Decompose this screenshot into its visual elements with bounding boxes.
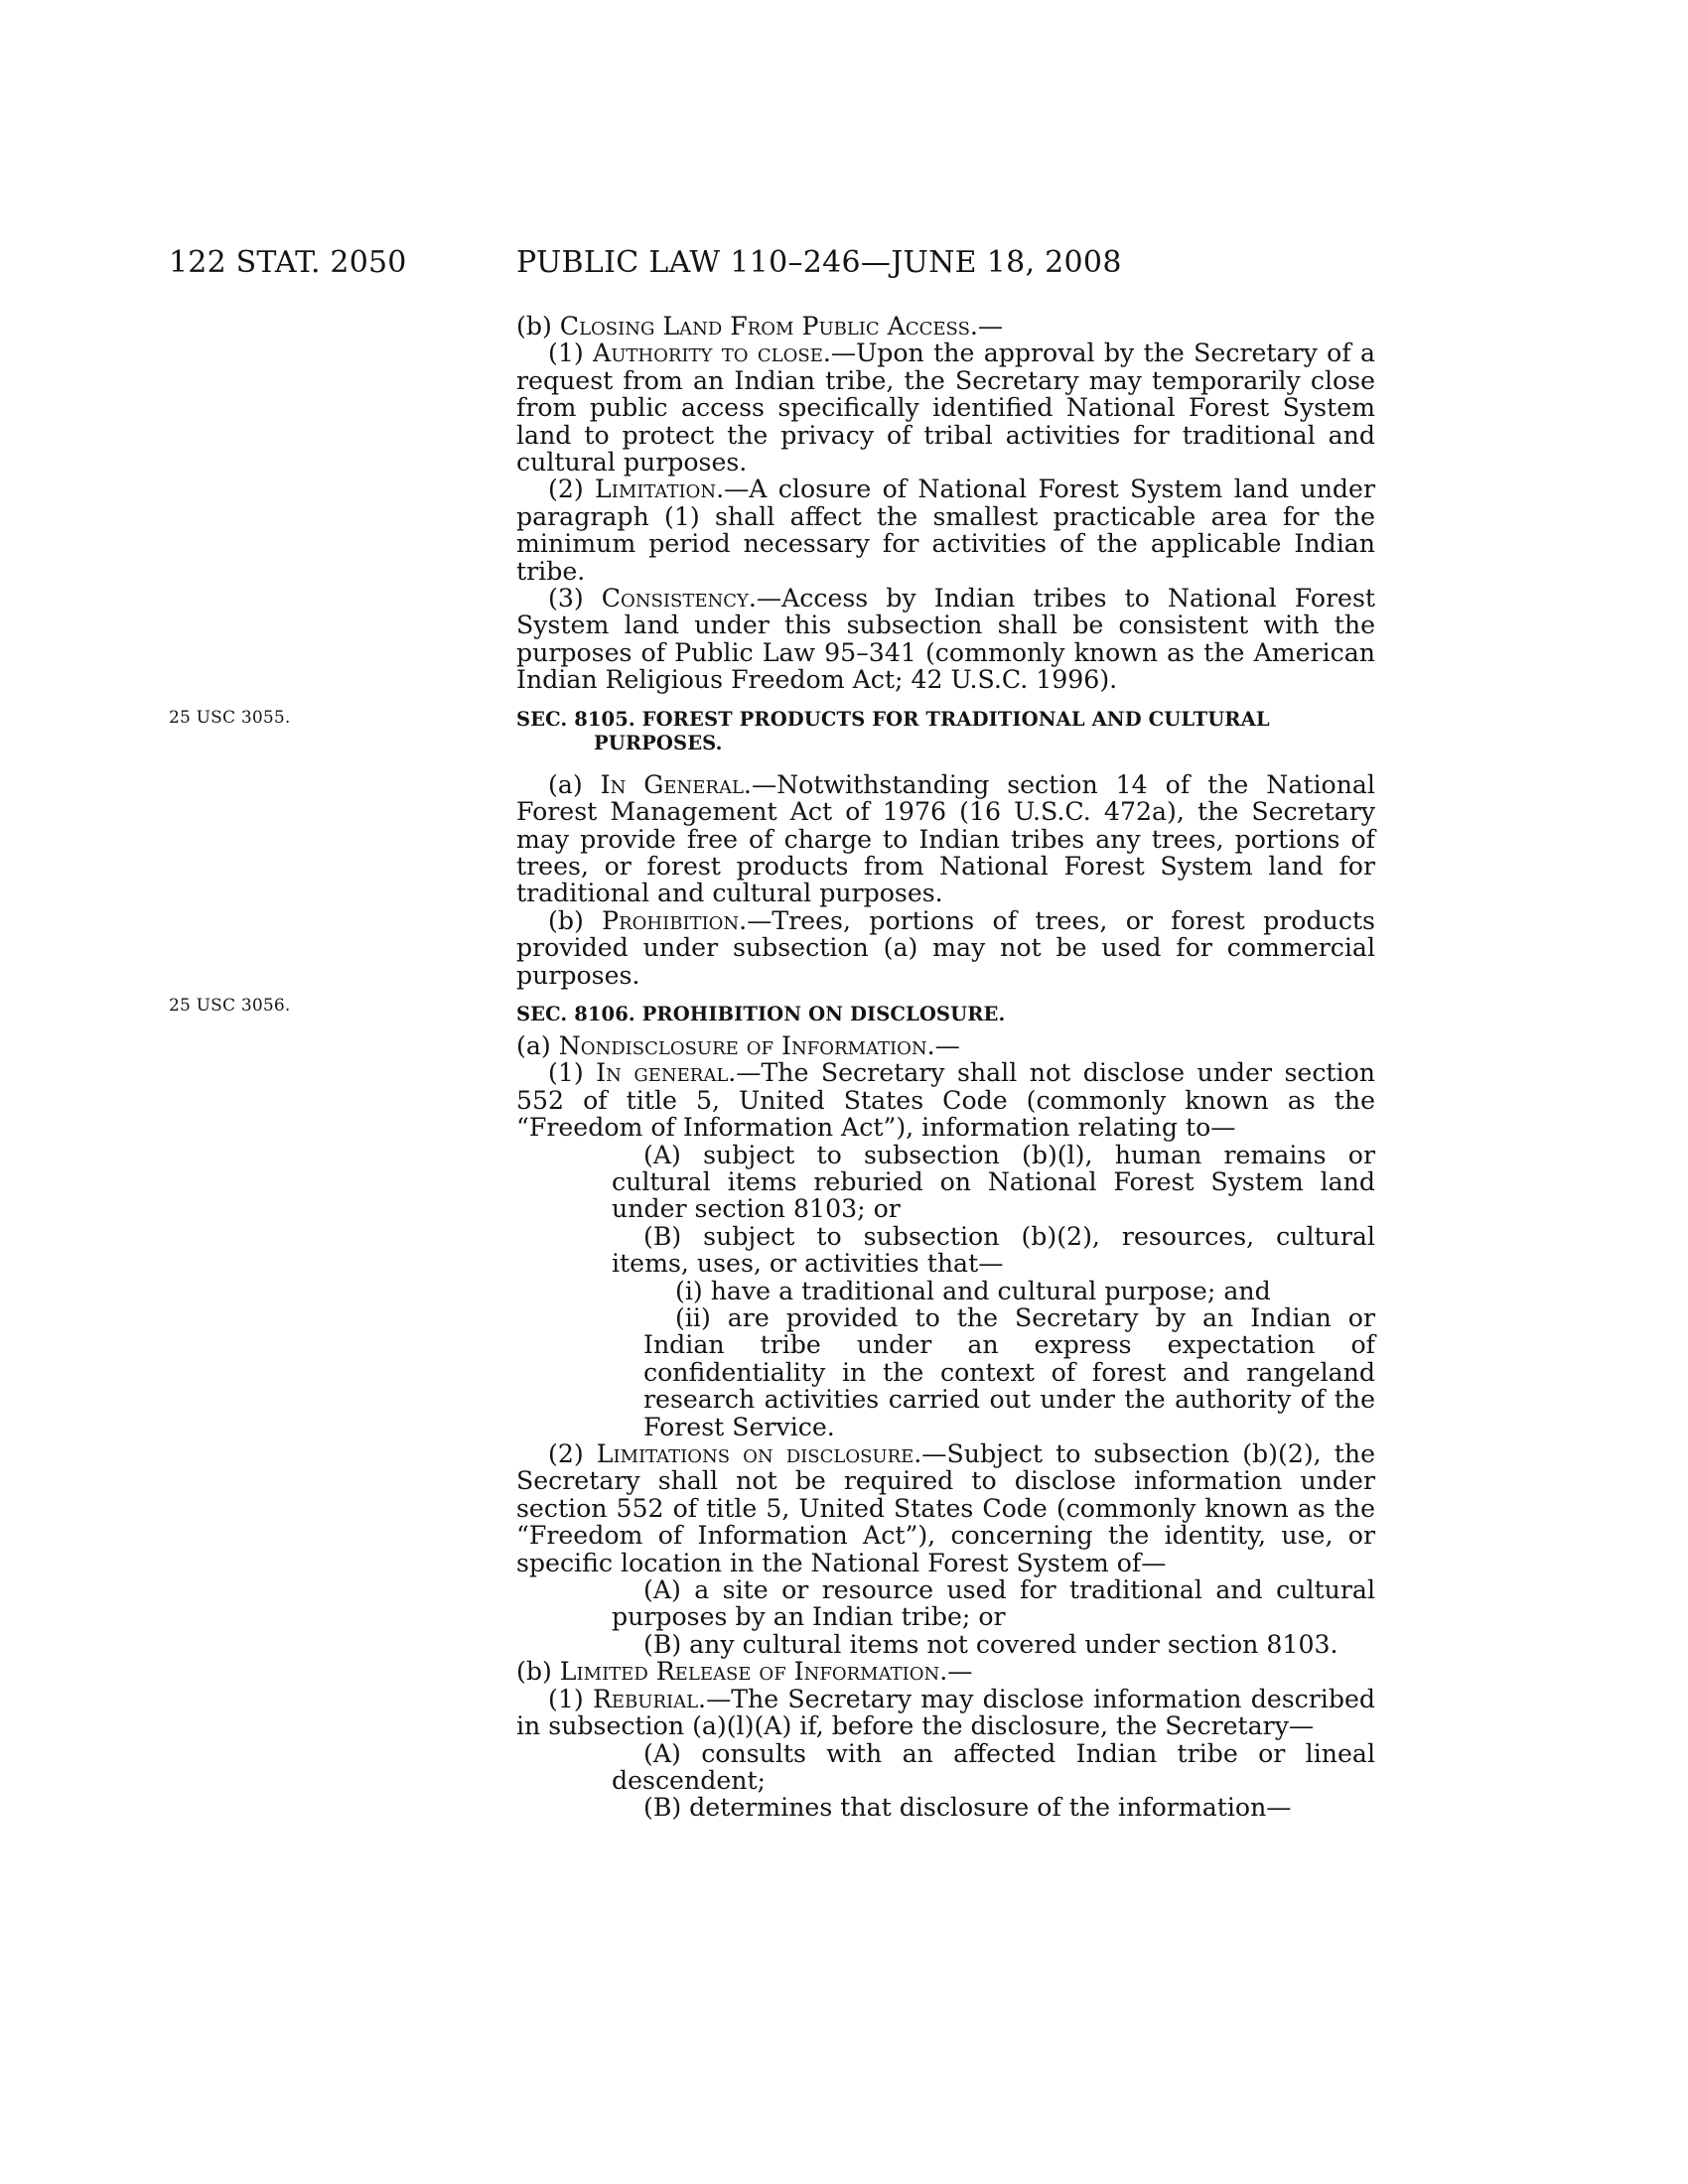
paragraph: (a) In General.—Notwithstanding section 14 of the National Forest Management Act of 1976 (16 U.S.C. 472a), the Secretary may provide free of charge to Indian tribes any trees, portions of trees, or forest products from National Forest System land for traditional and cultural purposes.: [516, 769, 1375, 908]
subsection-heading: (b) Limited Release of Information.—: [516, 1657, 973, 1687]
subparagraph: (B) determines that disclosure of the information—: [643, 1793, 1292, 1823]
paragraph: (b) Prohibition.—Trees, portions of trees, or forest products provided under subsection (a) may not be used for commercial purposes.: [516, 905, 1375, 990]
subparagraph: (B) any cultural items not covered under section 8103.: [643, 1629, 1338, 1659]
margin-note-usc-3055: 25 USC 3055.: [169, 708, 291, 728]
section-heading-8106: SEC. 8106. PROHIBITION ON DISCLOSURE.: [516, 1002, 1006, 1025]
paragraph: (2) Limitation.—A closure of National Forest System land under paragraph (1) shall affect the smallest practicable area for the minimum period necessary for activities of the applicable Indian tribe.: [516, 475, 1375, 586]
stat-page-number: 122 STAT. 2050: [169, 245, 407, 280]
paragraph: (1) Reburial.—The Secretary may disclose information described in subsection (a)(l)(A) if, before the disclosure, the Secretary—: [516, 1684, 1375, 1741]
paragraph: (1) Authority to close.—Upon the approval by the Secretary of a request from an Indian tribe, the Secretary may temporarily close from public access specifically identified National Forest System land to protect the privacy of tribal activities for traditional and cultural purposes.: [516, 339, 1376, 478]
margin-note-usc-3056: 25 USC 3056.: [169, 996, 291, 1016]
subparagraph: (A) a site or resource used for traditional and cultural purposes by an Indian tribe; or: [612, 1575, 1375, 1632]
paragraph: (3) Consistency.—Access by Indian tribes to National Forest System land under this subsection shall be consistent with the purposes of Public Law 95–341 (commonly known as the American Indian Religious Freedom Act; 42 U.S.C. 1996).: [516, 584, 1376, 695]
subparagraph: (A) subject to subsection (b)(l), human remains or cultural items reburied on National Forest System land under section 8103; or: [612, 1140, 1375, 1224]
section-heading-8105: SEC. 8105. FOREST PRODUCTS FOR TRADITIONAL AND CULTURAL PURPOSES.: [516, 707, 1270, 754]
clause: (ii) are provided to the Secretary by an Indian or Indian tribe under an express expectation of confidentiality in the context of forest and rangeland research activities carried out under the authority of the Forest Service.: [643, 1303, 1375, 1441]
page-header: [169, 245, 1241, 285]
subparagraph: (B) subject to subsection (b)(2), resources, cultural items, uses, or activities that—: [612, 1221, 1375, 1279]
statute-text: [516, 313, 1375, 1822]
subsection-heading: (b) Closing Land From Public Access.—: [516, 312, 1004, 341]
clause: (i) have a traditional and cultural purpose; and: [675, 1276, 1271, 1305]
public-law-title: PUBLIC LAW 110–246—JUNE 18, 2008: [516, 245, 1122, 280]
paragraph: (2) Limitations on disclosure.—Subject to subsection (b)(2), the Secretary shall not be required to disclose information under section 552 of title 5, United States Code (commonly known as the “Freedom of Information Act”), concerning the identity, use, or specific location in the National Forest System of—: [516, 1439, 1375, 1577]
subparagraph: (A) consults with an affected Indian tribe or lineal descendent;: [612, 1738, 1375, 1795]
subsection-heading: (a) Nondisclosure of Information.—: [516, 1030, 960, 1060]
paragraph: (1) In general.—The Secretary shall not disclose under section 552 of title 5, United States Code (commonly known as the “Freedom of Information Act”), information relating to—: [516, 1058, 1375, 1143]
